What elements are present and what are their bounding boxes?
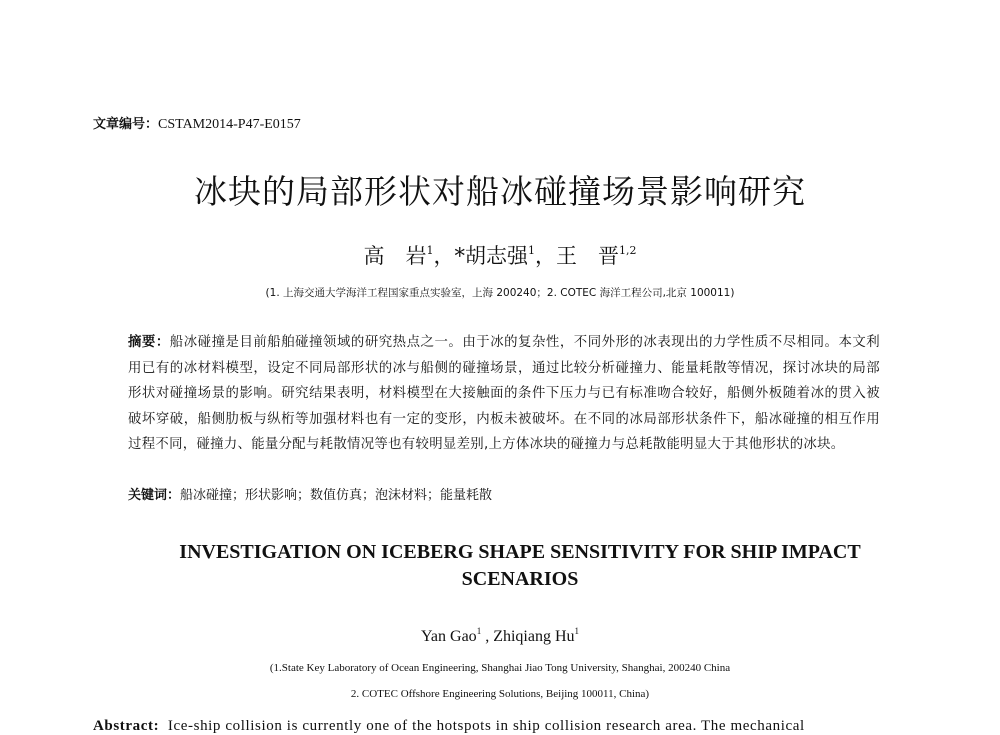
english-title: INVESTIGATION ON ICEBERG SHAPE SENSITIVITY FOR SHIP IMPACT SCENARIOS (179, 541, 861, 590)
abstract-text: Ice-ship collision is currently one of the hotspots in ship collision research area. The mechanical (167, 718, 805, 734)
chinese-keywords (128, 484, 880, 503)
english-abstract (93, 718, 923, 735)
abstract-text: 船冰碰撞是目前船舶碰撞领域的研究热点之一。由于冰的复杂性，不同外形的冰表现出的力学性质不尽相同。本文利用已有的冰材料模型，设定不同局部形状的冰与船侧的碰撞场景，通过比较分析碰撞力、能量耗散等情况，探讨冰块的局部形状对碰撞场景的影响。研究结果表明，材料模型在大接触面的条件下压力与已有标准吻合较好，船侧外板随着冰的贯入被破坏穿破，船侧肋板与纵桁等加强材料也有一定的变形，内板未被破坏。在不同的冰局部形状条件下，船冰碰撞的相互作用过程不同，碰撞力、能量分配与耗散情况等也有较明显差别,上方体冰块的碰撞力与总耗散能明显大于其他形状的冰块。 (128, 335, 880, 453)
article-number (93, 113, 301, 133)
chinese-authors (0, 240, 1000, 270)
author-affiliation-mark: 1 (528, 244, 535, 257)
article-number-value: CSTAM2014-P47-E0157 (158, 117, 301, 132)
english-affiliation-1: (1.State Key Laboratory of Ocean Engineering, Shanghai Jiao Tong University, Shanghai, 200240 China (269, 662, 731, 674)
author-name: 高 岩 (363, 244, 427, 268)
english-affiliation-2: 2. COTEC Offshore Engineering Solutions, Beijing 100011, China) (350, 688, 650, 700)
article-number-label: 文章编号： (93, 117, 159, 132)
english-authors (0, 626, 1000, 646)
author-affiliation-mark: 1 (426, 244, 434, 257)
author-affiliation-mark: 1 (574, 626, 580, 636)
author-separator: ， (535, 244, 556, 268)
chinese-title: 冰块的局部形状对船冰碰撞场景影响研究 (194, 172, 806, 211)
author-separator: , (481, 628, 494, 645)
keywords-label: 关键词： (128, 488, 181, 503)
chinese-affiliation: (1. 上海交通大学海洋工程国家重点实验室，上海 200240；2. COTEC 海洋工程公司,北京 100011) (265, 287, 735, 299)
abstract-label: Abstract: (93, 718, 160, 734)
author-name: Zhiqiang Hu (493, 628, 575, 645)
chinese-abstract (128, 330, 880, 458)
author-affiliation-mark: 1 (476, 626, 482, 636)
author-name: 王 晋 (556, 244, 619, 268)
author-name: *胡志强 (454, 244, 528, 268)
author-separator: ， (433, 244, 455, 268)
keywords-text: 船冰碰撞；形状影响；数值仿真；泡沫材料；能量耗散 (180, 488, 493, 503)
abstract-label: 摘要： (128, 335, 170, 350)
author-affiliation-mark: 1,2 (619, 244, 637, 257)
author-name: Yan Gao (420, 628, 477, 645)
